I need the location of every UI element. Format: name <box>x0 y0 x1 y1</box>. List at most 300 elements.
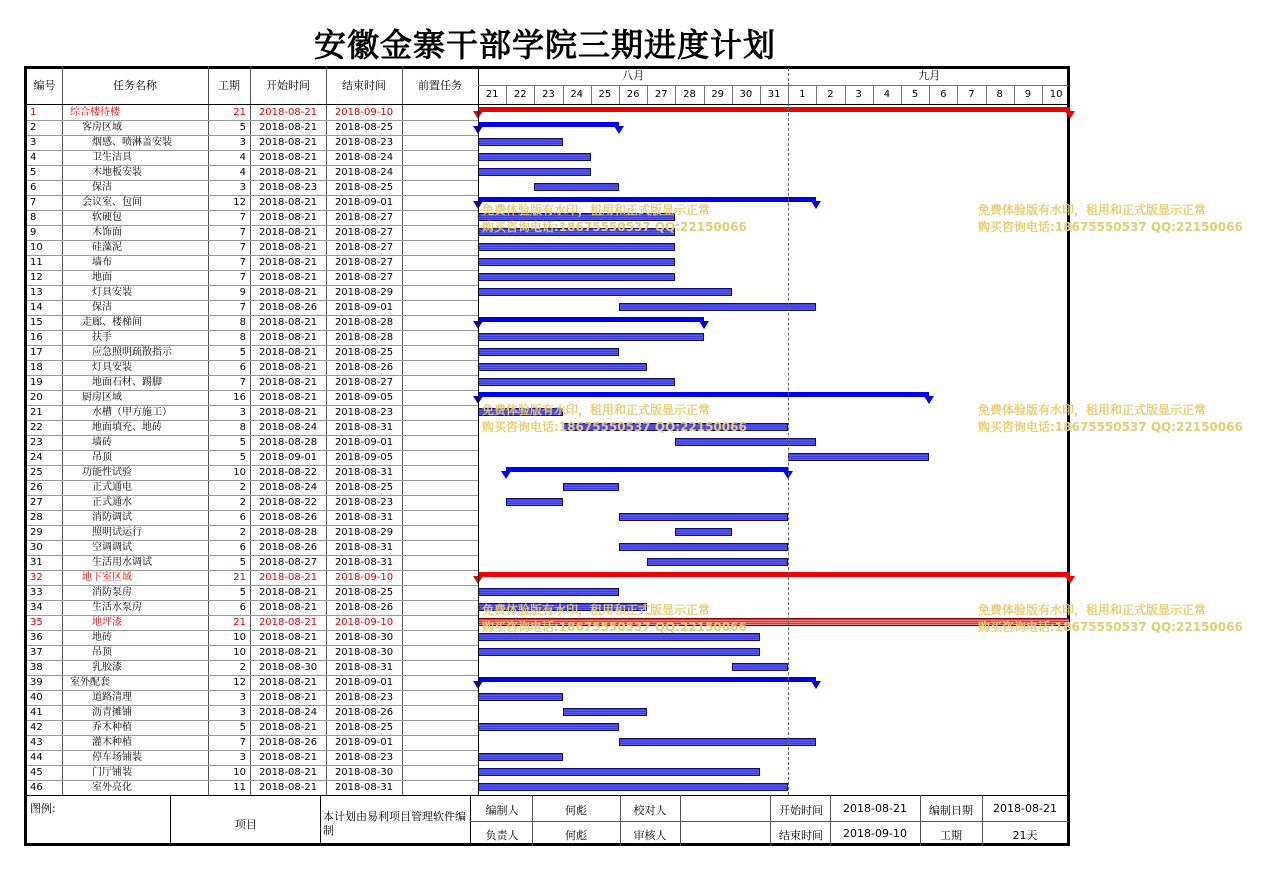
grid-hline <box>27 120 478 121</box>
task-name: 走廊、楼梯间 <box>82 316 142 328</box>
task-id: 3 <box>30 136 37 148</box>
grid-hline <box>27 270 478 271</box>
grid-hline <box>27 210 478 211</box>
table-row[interactable] <box>0 660 1262 675</box>
task-bar[interactable] <box>619 543 788 551</box>
task-end: 2018-08-31 <box>334 541 394 553</box>
task-name: 灯具安装 <box>92 286 132 298</box>
task-end: 2018-08-26 <box>334 601 394 613</box>
task-id: 31 <box>30 556 43 568</box>
grid-hline <box>27 780 478 781</box>
task-bar[interactable] <box>478 753 563 761</box>
grid-hline <box>27 480 478 481</box>
table-row[interactable] <box>0 705 1262 720</box>
task-end: 2018-08-24 <box>334 151 394 163</box>
task-duration: 5 <box>239 721 246 733</box>
task-id: 45 <box>30 766 43 778</box>
task-duration: 12 <box>233 676 246 688</box>
task-id: 20 <box>30 391 43 403</box>
task-name: 乔木种植 <box>92 721 132 733</box>
task-start: 2018-08-26 <box>258 541 318 553</box>
task-duration: 3 <box>239 751 246 763</box>
task-end: 2018-08-23 <box>334 496 394 508</box>
month-label: 八月 <box>622 69 645 82</box>
grid-hline <box>27 615 478 616</box>
task-end: 2018-08-23 <box>334 691 394 703</box>
grid-hline <box>27 720 478 721</box>
task-start: 2018-08-21 <box>258 676 318 688</box>
task-bar[interactable] <box>506 498 562 506</box>
task-start: 2018-08-21 <box>258 151 318 163</box>
task-id: 23 <box>30 436 43 448</box>
task-duration: 2 <box>239 661 246 673</box>
task-bar[interactable] <box>478 288 732 296</box>
task-id: 1 <box>30 106 37 118</box>
task-end: 2018-08-31 <box>334 781 394 793</box>
task-end: 2018-08-24 <box>334 166 394 178</box>
task-end: 2018-08-31 <box>334 661 394 673</box>
task-start: 2018-08-26 <box>258 736 318 748</box>
task-id: 29 <box>30 526 43 538</box>
task-duration: 12 <box>233 196 246 208</box>
task-duration: 21 <box>233 571 246 583</box>
task-start: 2018-08-21 <box>258 391 318 403</box>
task-id: 37 <box>30 646 43 658</box>
task-bar[interactable] <box>675 438 816 446</box>
task-bar[interactable] <box>478 723 619 731</box>
watermark-text: 购买咨询电话:18675550537 QQ:22150066 <box>482 220 747 234</box>
task-end: 2018-08-25 <box>334 721 394 733</box>
task-bar[interactable] <box>478 783 788 791</box>
task-start: 2018-08-21 <box>258 211 318 223</box>
summary-end-marker <box>614 126 624 134</box>
grid-hline <box>470 821 1068 822</box>
grid-hline <box>27 390 478 391</box>
task-name: 烟感、喷淋盖安装 <box>92 136 172 148</box>
day-label: 31 <box>767 89 781 100</box>
table-row[interactable] <box>0 255 1262 270</box>
grid-vline <box>534 86 535 104</box>
grid-vline <box>986 86 987 104</box>
task-duration: 8 <box>239 421 246 433</box>
task-id: 25 <box>30 466 43 478</box>
grid-hline <box>27 420 478 421</box>
grid-hline <box>27 315 478 316</box>
table-row[interactable] <box>0 435 1262 450</box>
grid-hline <box>27 600 478 601</box>
task-start: 2018-08-21 <box>258 631 318 643</box>
day-label: 2 <box>827 89 834 100</box>
task-end: 2018-09-05 <box>334 391 394 403</box>
task-name: 木饰面 <box>92 226 122 238</box>
task-start: 2018-08-24 <box>258 421 318 433</box>
grid-hline <box>27 135 478 136</box>
grid-hline <box>27 345 478 346</box>
task-id: 9 <box>30 226 37 238</box>
task-duration: 5 <box>239 451 246 463</box>
task-id: 24 <box>30 451 43 463</box>
grid-vline <box>591 86 592 104</box>
task-end: 2018-08-23 <box>334 406 394 418</box>
task-start: 2018-08-21 <box>258 751 318 763</box>
watermark-text: 购买咨询电话:18675550537 QQ:22150066 <box>978 620 1243 634</box>
task-duration: 3 <box>239 706 246 718</box>
task-id: 7 <box>30 196 37 208</box>
grid-vline <box>1042 86 1043 104</box>
table-row[interactable] <box>0 285 1262 300</box>
grid-vline <box>619 86 620 104</box>
header-start: 开始时间 <box>266 79 310 92</box>
table-row[interactable] <box>0 690 1262 705</box>
task-duration: 10 <box>233 646 246 658</box>
summary-bar[interactable] <box>506 467 788 472</box>
grid-vline <box>1014 86 1015 104</box>
table-row[interactable] <box>0 465 1262 480</box>
grid-hline <box>27 705 478 706</box>
footer-project: 项目 <box>235 818 257 831</box>
task-bar[interactable] <box>647 558 788 566</box>
grid-hline <box>27 104 1068 105</box>
task-bar[interactable] <box>478 138 563 146</box>
task-id: 26 <box>30 481 43 493</box>
task-end: 2018-08-26 <box>334 361 394 373</box>
task-id: 13 <box>30 286 43 298</box>
day-label: 28 <box>683 89 696 100</box>
summary-end-marker <box>1065 111 1075 119</box>
task-bar[interactable] <box>563 708 648 716</box>
task-bar[interactable] <box>478 588 619 596</box>
grid-vline <box>873 86 874 104</box>
watermark-text: 免费体验版有水印，租用和正式版显示正常 <box>978 403 1207 417</box>
summary-bar[interactable] <box>478 107 1070 112</box>
task-end: 2018-09-01 <box>334 736 394 748</box>
task-end: 2018-08-23 <box>334 751 394 763</box>
grid-vline <box>901 86 902 104</box>
grid-hline <box>27 435 478 436</box>
task-name: 软硬包 <box>92 211 122 223</box>
task-end: 2018-09-01 <box>334 436 394 448</box>
grid-hline <box>27 525 478 526</box>
table-row[interactable] <box>0 135 1262 150</box>
grid-hline <box>27 450 478 451</box>
footer-owner-label: 负责人 <box>485 829 519 842</box>
task-id: 12 <box>30 271 43 283</box>
task-name: 消防调试 <box>92 511 132 523</box>
task-end: 2018-09-10 <box>334 571 394 583</box>
task-name: 应急照明疏散指示 <box>92 346 172 358</box>
task-id: 30 <box>30 541 43 553</box>
task-duration: 3 <box>239 136 246 148</box>
task-name: 道路清理 <box>92 691 132 703</box>
task-duration: 3 <box>239 406 246 418</box>
task-bar[interactable] <box>619 303 816 311</box>
grid-hline <box>27 285 478 286</box>
task-duration: 10 <box>233 766 246 778</box>
task-id: 42 <box>30 721 43 733</box>
task-bar[interactable] <box>478 153 591 161</box>
task-start: 2018-08-30 <box>258 661 318 673</box>
table-row[interactable] <box>0 495 1262 510</box>
task-bar[interactable] <box>478 273 675 281</box>
task-start: 2018-08-21 <box>258 616 318 628</box>
grid-vline <box>402 66 403 795</box>
task-id: 28 <box>30 511 43 523</box>
table-row[interactable] <box>0 735 1262 750</box>
grid-hline <box>27 555 478 556</box>
day-label: 29 <box>711 89 725 100</box>
task-id: 44 <box>30 751 43 763</box>
task-bar[interactable] <box>478 348 619 356</box>
table-row[interactable] <box>0 450 1262 465</box>
grid-hline <box>27 180 478 181</box>
task-name: 地面石材、踢脚 <box>92 376 162 388</box>
task-duration: 21 <box>233 616 246 628</box>
grid-vline <box>704 86 705 104</box>
task-duration: 6 <box>239 511 246 523</box>
task-end: 2018-08-27 <box>334 211 394 223</box>
task-id: 14 <box>30 301 43 313</box>
task-end: 2018-08-26 <box>334 706 394 718</box>
task-name: 室外亮化 <box>92 781 132 793</box>
grid-vline <box>845 86 846 104</box>
task-start: 2018-08-21 <box>258 571 318 583</box>
task-end: 2018-08-27 <box>334 256 394 268</box>
task-end: 2018-08-25 <box>334 586 394 598</box>
task-name: 空调调试 <box>92 541 132 553</box>
table-row[interactable] <box>0 480 1262 495</box>
table-row[interactable] <box>0 750 1262 765</box>
task-duration: 6 <box>239 361 246 373</box>
task-name: 生活用水调试 <box>92 556 152 568</box>
task-end: 2018-08-25 <box>334 181 394 193</box>
grid-hline <box>27 675 478 676</box>
task-name: 停车场铺装 <box>92 751 142 763</box>
table-row[interactable] <box>0 720 1262 735</box>
task-duration: 16 <box>233 391 246 403</box>
footer-software-note: 本计划由易利项目管理软件编制 <box>323 810 466 837</box>
task-end: 2018-08-31 <box>334 556 394 568</box>
task-duration: 7 <box>239 376 246 388</box>
task-name: 保洁 <box>92 301 112 313</box>
table-row[interactable] <box>0 345 1262 360</box>
watermark-text: 购买咨询电话:18675550537 QQ:22150066 <box>978 420 1243 434</box>
grid-vline <box>250 66 251 795</box>
task-name: 门厅铺装 <box>92 766 132 778</box>
task-bar[interactable] <box>619 738 816 746</box>
task-end: 2018-09-01 <box>334 301 394 313</box>
table-row[interactable] <box>0 570 1262 585</box>
task-end: 2018-09-10 <box>334 106 394 118</box>
task-start: 2018-08-21 <box>258 316 318 328</box>
task-start: 2018-08-21 <box>258 721 318 733</box>
task-bar[interactable] <box>563 483 619 491</box>
table-row[interactable] <box>0 330 1262 345</box>
task-id: 5 <box>30 166 37 178</box>
watermark-text: 免费体验版有水印，租用和正式版显示正常 <box>482 603 711 617</box>
footer-end: 2018-09-10 <box>843 827 907 840</box>
table-row[interactable] <box>0 180 1262 195</box>
task-name: 乳胶漆 <box>92 661 122 673</box>
task-duration: 7 <box>239 256 246 268</box>
table-row[interactable] <box>0 240 1262 255</box>
grid-hline <box>27 540 478 541</box>
grid-hline <box>27 300 478 301</box>
grid-hline <box>27 195 478 196</box>
summary-bar[interactable] <box>478 392 929 397</box>
grid-vline <box>957 86 958 104</box>
task-id: 35 <box>30 616 43 628</box>
task-bar[interactable] <box>478 333 704 341</box>
task-bar[interactable] <box>675 528 731 536</box>
task-start: 2018-08-21 <box>258 586 318 598</box>
task-end: 2018-08-31 <box>334 466 394 478</box>
task-start: 2018-08-21 <box>258 196 318 208</box>
task-name: 正式通电 <box>92 481 132 493</box>
task-start: 2018-08-21 <box>258 256 318 268</box>
task-id: 33 <box>30 586 43 598</box>
summary-end-marker <box>811 201 821 209</box>
task-end: 2018-08-30 <box>334 631 394 643</box>
task-id: 16 <box>30 331 43 343</box>
table-row[interactable] <box>0 105 1262 120</box>
task-duration: 3 <box>239 181 246 193</box>
task-bar[interactable] <box>732 663 788 671</box>
table-row[interactable] <box>0 585 1262 600</box>
table-row[interactable] <box>0 270 1262 285</box>
table-row[interactable] <box>0 780 1262 795</box>
task-duration: 10 <box>233 631 246 643</box>
task-bar[interactable] <box>478 168 591 176</box>
task-duration: 9 <box>239 286 246 298</box>
table-row[interactable] <box>0 765 1262 780</box>
task-duration: 6 <box>239 541 246 553</box>
task-name: 木地板安装 <box>92 166 142 178</box>
task-bar[interactable] <box>478 693 563 701</box>
header-predecessor: 前置任务 <box>418 79 462 92</box>
task-end: 2018-08-25 <box>334 121 394 133</box>
task-start: 2018-08-21 <box>258 331 318 343</box>
summary-bar[interactable] <box>478 197 816 202</box>
grid-vline <box>816 86 817 104</box>
task-bar[interactable] <box>478 648 760 656</box>
task-name: 沥青摊铺 <box>92 706 132 718</box>
grid-hline <box>27 465 478 466</box>
task-start: 2018-08-21 <box>258 166 318 178</box>
table-row[interactable] <box>0 645 1262 660</box>
summary-end-marker <box>1065 576 1075 584</box>
task-start: 2018-08-24 <box>258 481 318 493</box>
task-duration: 8 <box>239 331 246 343</box>
task-duration: 6 <box>239 601 246 613</box>
task-id: 41 <box>30 706 43 718</box>
task-bar[interactable] <box>478 768 760 776</box>
task-bar[interactable] <box>478 243 675 251</box>
task-duration: 2 <box>239 526 246 538</box>
task-bar[interactable] <box>478 258 675 266</box>
watermark-text: 免费体验版有水印，租用和正式版显示正常 <box>482 203 711 217</box>
summary-bar[interactable] <box>478 572 1070 577</box>
footer-dur: 21天 <box>1012 829 1038 842</box>
task-start: 2018-08-21 <box>258 406 318 418</box>
watermark-text: 免费体验版有水印，租用和正式版显示正常 <box>978 203 1207 217</box>
task-end: 2018-08-23 <box>334 136 394 148</box>
task-name: 硅藻泥 <box>92 241 122 253</box>
task-duration: 7 <box>239 736 246 748</box>
day-label: 30 <box>739 89 753 100</box>
table-row[interactable] <box>0 150 1262 165</box>
day-label: 5 <box>911 89 919 100</box>
task-duration: 10 <box>233 466 246 478</box>
task-duration: 2 <box>239 481 246 493</box>
grid-vline <box>929 86 930 104</box>
summary-bar[interactable] <box>478 317 704 322</box>
task-bar[interactable] <box>478 378 675 386</box>
task-name: 水槽（甲方施工） <box>92 406 172 418</box>
task-start: 2018-08-21 <box>258 121 318 133</box>
table-row[interactable] <box>0 165 1262 180</box>
table-row[interactable] <box>0 360 1262 375</box>
table-row[interactable] <box>0 120 1262 135</box>
task-name: 地面填充、地砖 <box>92 421 162 433</box>
footer-start: 2018-08-21 <box>843 802 907 815</box>
summary-bar[interactable] <box>478 677 816 682</box>
table-row[interactable] <box>0 315 1262 330</box>
task-start: 2018-08-21 <box>258 376 318 388</box>
table-row[interactable] <box>0 300 1262 315</box>
task-duration: 7 <box>239 211 246 223</box>
task-start: 2018-08-21 <box>258 286 318 298</box>
task-id: 22 <box>30 421 43 433</box>
table-row[interactable] <box>0 375 1262 390</box>
task-bar[interactable] <box>478 363 647 371</box>
footer-editor: 何彪 <box>565 804 587 817</box>
grid-vline <box>478 66 479 795</box>
task-duration: 5 <box>239 121 246 133</box>
day-label: 1 <box>799 89 806 100</box>
table-row[interactable] <box>0 510 1262 525</box>
task-duration: 21 <box>233 106 246 118</box>
task-bar[interactable] <box>534 183 619 191</box>
task-bar[interactable] <box>619 513 788 521</box>
table-row[interactable] <box>0 540 1262 555</box>
header-duration: 工期 <box>218 79 240 92</box>
task-duration: 5 <box>239 346 246 358</box>
task-end: 2018-09-05 <box>334 451 394 463</box>
task-id: 19 <box>30 376 43 388</box>
task-bar[interactable] <box>788 453 929 461</box>
watermark-text: 免费体验版有水印，租用和正式版显示正常 <box>482 403 711 417</box>
footer-date: 2018-08-21 <box>993 802 1057 815</box>
day-label: 4 <box>883 89 891 100</box>
summary-end-marker <box>811 681 821 689</box>
grid-hline <box>27 690 478 691</box>
task-start: 2018-08-26 <box>258 511 318 523</box>
month-divider <box>788 68 789 795</box>
task-end: 2018-08-30 <box>334 646 394 658</box>
task-id: 32 <box>30 571 43 583</box>
table-row[interactable] <box>0 525 1262 540</box>
table-row[interactable] <box>0 555 1262 570</box>
grid-hline <box>27 165 478 166</box>
summary-bar[interactable] <box>478 122 619 127</box>
table-row[interactable] <box>0 675 1262 690</box>
task-start: 2018-08-21 <box>258 226 318 238</box>
task-start: 2018-09-01 <box>258 451 318 463</box>
task-duration: 11 <box>233 781 246 793</box>
grid-hline <box>27 330 478 331</box>
task-end: 2018-08-28 <box>334 316 394 328</box>
task-duration: 2 <box>239 496 246 508</box>
